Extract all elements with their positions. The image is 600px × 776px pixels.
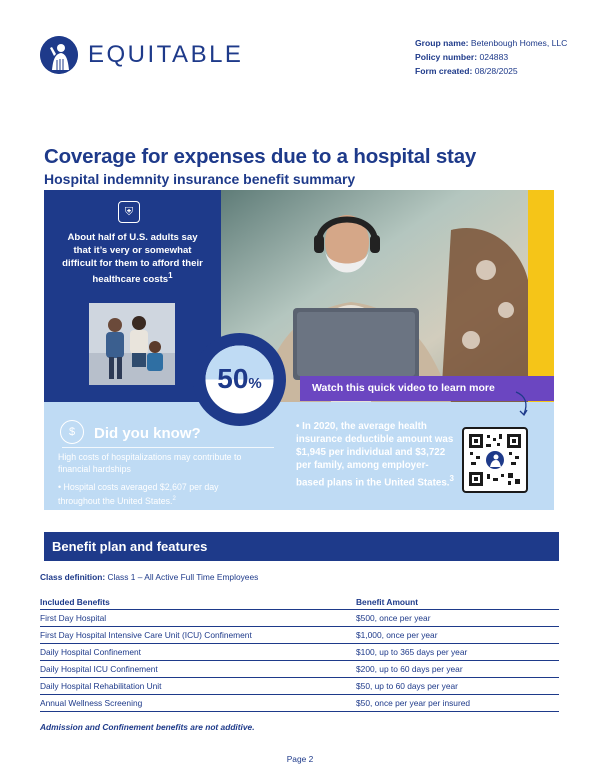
section-title: Benefit plan and features: [44, 532, 559, 561]
big-stat-number: 50: [217, 363, 249, 394]
policy-meta: [415, 36, 567, 78]
statue-logo-icon: [40, 36, 78, 74]
page-number: Page 2: [286, 754, 314, 764]
class-definition-value: Class 1 – All Active Full Time Employees: [107, 572, 259, 582]
family-photo: [89, 303, 175, 385]
fifty-percent-badge: [193, 333, 286, 426]
table-header-row: [40, 592, 559, 610]
table-row: [40, 610, 559, 627]
deductible-footnote: 3: [449, 474, 454, 483]
benefit-amount: $50, up to 60 days per year: [356, 678, 559, 695]
group-value: Betenbough Homes, LLC: [470, 38, 568, 48]
stat-text-body: About half of U.S. adults say that it’s very or somewhat difficult for them to afford their healthcare costs: [62, 232, 203, 286]
deductible-stat: [296, 420, 456, 489]
video-cta-label: Watch this quick video to learn more: [312, 382, 495, 394]
form-created-line: [415, 64, 567, 78]
group-label: Group name:: [415, 38, 469, 48]
benefit-name: Daily Hospital Confinement: [40, 644, 356, 661]
page-subtitle: Hospital indemnity insurance benefit summary: [44, 171, 356, 187]
stat-text: [60, 232, 205, 287]
stat-footnote: 1: [168, 271, 173, 281]
table-row: [40, 644, 559, 661]
benefit-name: Annual Wellness Screening: [40, 695, 356, 712]
benefit-amount: $50, once per year per insured: [356, 695, 559, 712]
table-row: [40, 661, 559, 678]
form-label: Form created:: [415, 66, 473, 76]
dollar-icon: $: [60, 420, 84, 444]
class-definition: [40, 572, 258, 582]
fifty-percent-text: [193, 363, 286, 395]
benefit-amount: $500, once per year: [356, 610, 559, 627]
accent-strip: [528, 190, 554, 402]
benefit-amount: $100, up to 365 days per year: [356, 644, 559, 661]
policy-value: 024883: [479, 52, 509, 62]
dyk-footnote: 2: [172, 495, 176, 502]
footnote-note: Admission and Confinement benefits are not additive.: [40, 722, 255, 732]
brand-wordmark: EQUITABLE: [88, 41, 244, 68]
page-title: Coverage for expenses due to a hospital stay: [44, 145, 477, 168]
dyk-bullet-text: • Hospital costs averaged $2,607 per day throughout the United States.: [58, 482, 219, 506]
table-row: [40, 695, 559, 712]
policy-label: Policy number:: [415, 52, 478, 62]
curved-arrow-icon: [512, 390, 532, 418]
col-header-amount: Benefit Amount: [356, 592, 559, 610]
benefits-table: [40, 592, 559, 712]
did-you-know-heading: Did you know?: [94, 425, 201, 442]
dyk-divider: [62, 447, 274, 448]
dyk-text: High costs of hospitalizations may contribute to financial hardships: [58, 452, 242, 474]
equitable-logo: [40, 36, 243, 74]
benefit-name: Daily Hospital Rehabilitation Unit: [40, 678, 356, 695]
benefit-name: First Day Hospital: [40, 610, 356, 627]
video-qr-code[interactable]: [462, 427, 528, 493]
benefit-name: Daily Hospital ICU Confinement: [40, 661, 356, 678]
benefit-amount: $1,000, once per year: [356, 627, 559, 644]
shield-icon: ⛨: [118, 201, 140, 223]
policy-number-line: [415, 50, 567, 64]
class-definition-label: Class definition:: [40, 572, 106, 582]
deductible-stat-text: • In 2020, the average health insurance deductible amount was $1,945 per individual and $3,722 per family, among employer-based plans in the United States.: [296, 421, 454, 489]
table-row: [40, 627, 559, 644]
form-value: 08/28/2025: [474, 66, 518, 76]
benefit-name: First Day Hospital Intensive Care Unit (ICU) Confinement: [40, 627, 356, 644]
benefit-amount: $200, up to 60 days per year: [356, 661, 559, 678]
col-header-benefit: Included Benefits: [40, 592, 356, 610]
dyk-bullet: [58, 482, 258, 507]
group-name-line: [415, 36, 567, 50]
table-row: [40, 678, 559, 695]
big-stat-unit: %: [248, 375, 262, 392]
